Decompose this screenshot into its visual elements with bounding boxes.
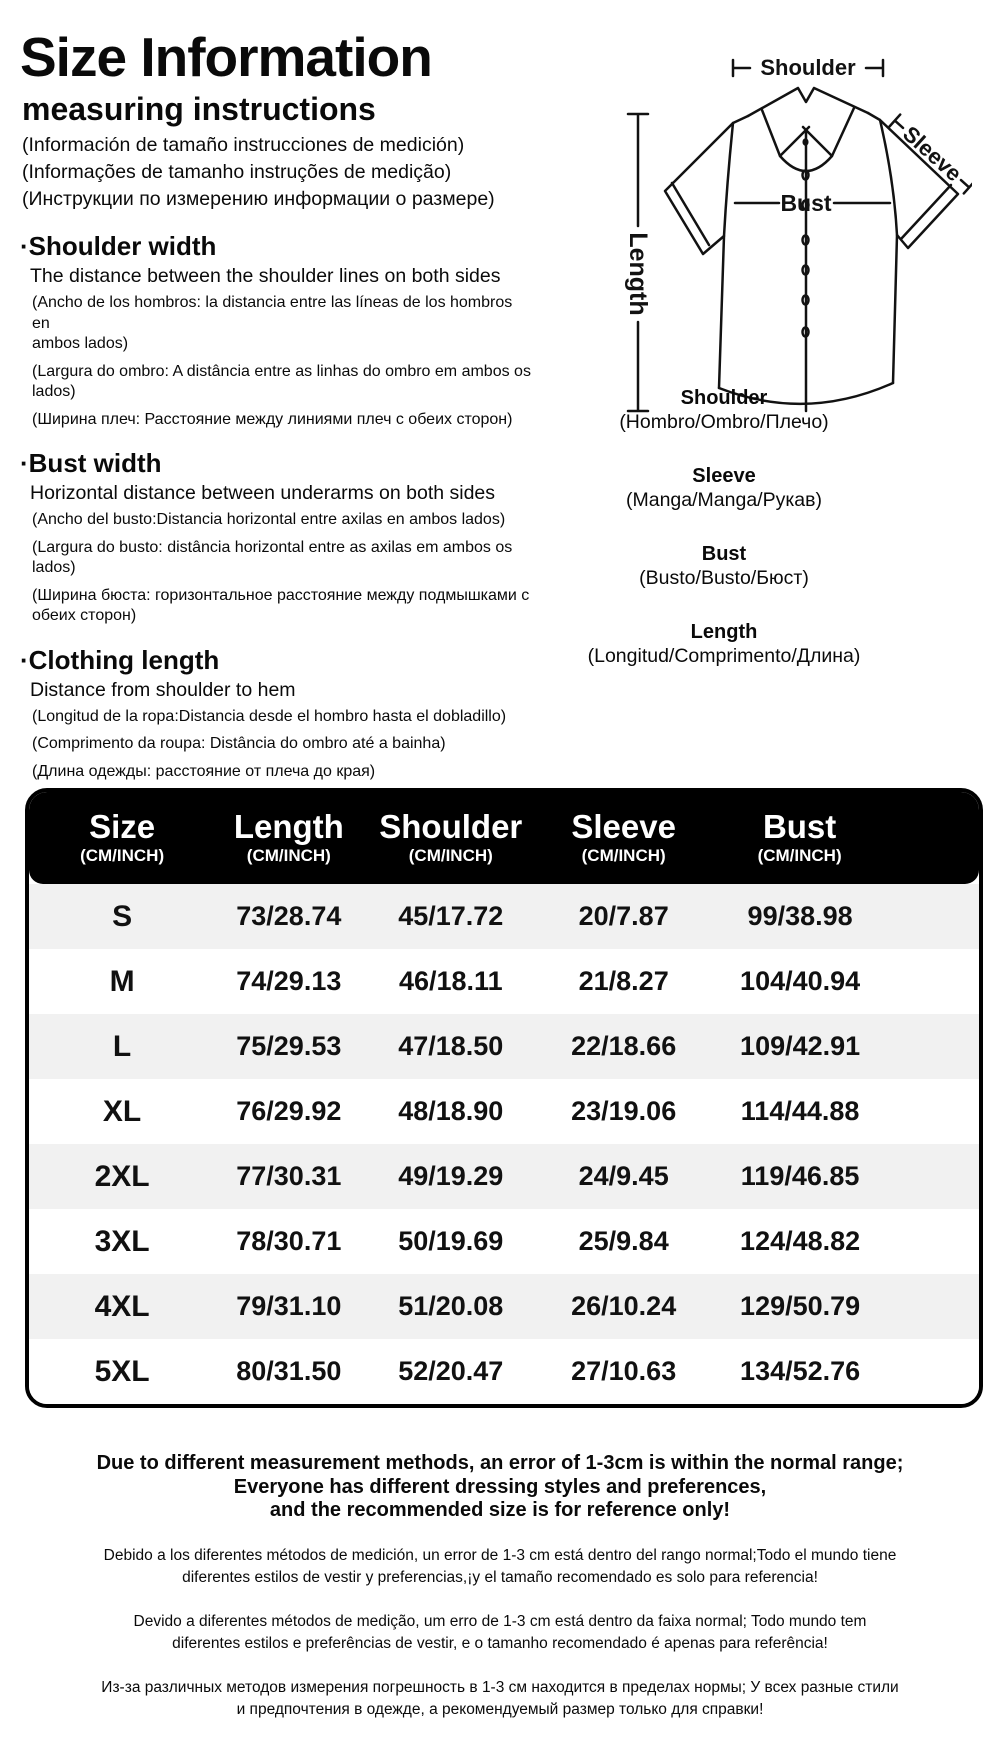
legend-translation: (Busto/Busto/Бюст) — [639, 567, 809, 589]
section-bust-width — [20, 447, 532, 627]
cell-sleeve: 20/7.87 — [578, 901, 669, 931]
translation-line: (Longitud de la ropa:Distancia desde el hombro hasta el dobladillo) — [32, 707, 507, 725]
legend-entry-bust — [545, 542, 903, 591]
cell-shoulder: 52/20.47 — [398, 1356, 504, 1386]
translation-line: (Ancho del busto:Distancia horizontal entre axilas en ambos lados) — [32, 511, 506, 528]
cell-bust: 134/52.76 — [740, 1356, 861, 1386]
bust-label: Bust — [780, 190, 832, 216]
cell-bust: 109/42.91 — [740, 1031, 861, 1061]
legend-entry-length — [545, 620, 903, 669]
translation-line: lados) — [32, 383, 76, 400]
cell-length: 74/29.13 — [236, 966, 342, 996]
cell-shoulder: 48/18.90 — [398, 1096, 504, 1126]
table-row — [29, 1079, 979, 1144]
cell-length: 75/29.53 — [236, 1031, 342, 1061]
disclaimer-line: Everyone has different dressing styles and preferences, — [233, 1475, 767, 1498]
disclaimer-translation-pt — [0, 1611, 1000, 1655]
translation-line: (Largura do busto: distância horizontal entre as axilas em ambos os — [32, 538, 513, 556]
translation-pt — [32, 362, 532, 403]
cell-size: XL — [102, 1094, 142, 1128]
table-header-row — [29, 792, 979, 884]
cell-shoulder: 49/19.29 — [398, 1161, 504, 1191]
subtitle-translation-pt: (Informações de tamanho instruções de medição) — [22, 161, 452, 183]
table-row — [29, 1274, 979, 1339]
column-header-bust: Bust (CM/INCH) — [708, 792, 979, 884]
section-heading: ·Bust width — [20, 448, 162, 478]
cell-length: 78/30.71 — [236, 1226, 342, 1256]
legend-name: Length — [690, 621, 758, 643]
sleeve-label: Sleeve — [898, 121, 967, 187]
cell-bust: 129/50.79 — [740, 1291, 861, 1321]
translation-ru — [32, 410, 532, 431]
cell-length: 73/28.74 — [236, 901, 342, 931]
legend-name: Sleeve — [692, 465, 756, 487]
cell-shoulder: 45/17.72 — [398, 901, 504, 931]
cell-shoulder: 50/19.69 — [398, 1226, 504, 1256]
disclaimer-translation-line: Debido a los diferentes métodos de medición, un error de 1-3 cm está dentro del rango normal;Todo el mundo tiene — [103, 1546, 897, 1564]
column-header-shoulder: Shoulder (CM/INCH) — [362, 792, 539, 884]
disclaimer-line: and the recommended size is for reference only! — [269, 1499, 731, 1521]
cell-bust: 104/40.94 — [740, 966, 861, 996]
section-clothing-length — [20, 644, 532, 783]
disclaimer-translation-line: diferentes estilos e preferências de vestir, e o tamanho recomendado é apenas para referência! — [172, 1634, 828, 1652]
section-description: Distance from shoulder to hem — [30, 678, 296, 701]
cell-shoulder: 46/18.11 — [398, 966, 503, 996]
disclaimer-line: Due to different measurement methods, an error of 1-3cm is within the normal range; — [96, 1452, 904, 1474]
disclaimer-translation-es — [0, 1545, 1000, 1589]
cell-sleeve: 24/9.45 — [578, 1161, 669, 1191]
table-row — [29, 1209, 979, 1274]
translation-es — [32, 293, 532, 355]
disclaimer-translation-line: Devido a diferentes métodos de medição, um erro de 1-3 cm está dentro da faixa normal; Todo mundo tem — [133, 1612, 867, 1630]
table-row — [29, 1339, 979, 1404]
table-row — [29, 949, 979, 1014]
legend-name: Shoulder — [680, 387, 768, 409]
legend-translation: (Longitud/Comprimento/Длина) — [587, 645, 861, 667]
table-row — [29, 884, 979, 949]
cell-size: 2XL — [94, 1159, 150, 1193]
shirt-measurement-diagram — [552, 30, 972, 420]
disclaimer-translation-ru — [0, 1677, 1000, 1721]
translation-line: (Ширина плеч: Расстояние между линиями плеч с обеих сторон) — [32, 410, 513, 428]
size-table-header — [29, 792, 979, 884]
legend-name: Bust — [701, 543, 747, 565]
translation-line: (Comprimento da roupa: Distância do ombro até a bainha) — [32, 735, 446, 752]
length-label: Length — [624, 232, 652, 316]
subtitle-translation-ru: (Инструкции по измерению информации о размере) — [22, 188, 495, 210]
cell-bust: 114/44.88 — [740, 1096, 860, 1126]
translation-es — [32, 707, 532, 728]
bust-measure-line — [735, 190, 890, 216]
shoulder-measure-bracket — [733, 55, 883, 80]
cell-sleeve: 26/10.24 — [571, 1291, 677, 1321]
legend-entry-shoulder — [545, 386, 903, 435]
page-subtitle: measuring instructions — [22, 91, 376, 127]
size-table-container — [25, 788, 983, 1408]
cell-size: M — [109, 964, 135, 998]
table-row — [29, 1144, 979, 1209]
cell-size: 3XL — [94, 1224, 150, 1258]
cell-sleeve: 22/18.66 — [571, 1031, 677, 1061]
column-header-length: Length (CM/INCH) — [215, 792, 362, 884]
legend-translation: (Hombro/Ombro/Плечо) — [619, 411, 829, 433]
length-measure-bracket — [624, 114, 652, 411]
cell-size: S — [112, 899, 133, 933]
translation-pt — [32, 538, 532, 579]
translation-line: (Ancho de los hombros: la distancia entre las líneas de los hombros en — [32, 294, 513, 332]
column-header-size: Size (CM/INCH) — [29, 792, 215, 884]
translation-ru — [32, 762, 532, 783]
disclaimer-translation-line: и предпочтения в одежде, а рекомендуемый размер только для справки! — [236, 1700, 764, 1718]
translation-pt — [32, 734, 532, 755]
cell-sleeve: 25/9.84 — [578, 1226, 669, 1256]
cell-size: 4XL — [94, 1289, 150, 1323]
translation-es — [32, 510, 532, 531]
cell-length: 79/31.10 — [236, 1291, 342, 1321]
shoulder-label: Shoulder — [760, 55, 856, 80]
translation-line: (Largura do ombro: A distância entre as linhas do ombro em ambos os — [32, 362, 531, 380]
page-title: Size Information — [20, 26, 432, 88]
translation-line: обеих сторон) — [32, 607, 137, 624]
shirt-diagram-svg — [552, 30, 972, 420]
size-table — [29, 792, 979, 1404]
cell-shoulder: 47/18.50 — [398, 1031, 504, 1061]
legend-entry-sleeve — [545, 464, 903, 513]
section-heading: ·Shoulder width — [20, 231, 217, 261]
cell-bust: 124/48.82 — [740, 1226, 861, 1256]
cell-sleeve: 27/10.63 — [571, 1356, 677, 1386]
disclaimer-translation-line: Из-за различных методов измерения погрешность в 1-3 см находится в пределах нормы; У всех разные стили — [101, 1678, 899, 1696]
cell-size: 5XL — [94, 1354, 150, 1388]
table-row — [29, 1014, 979, 1079]
section-heading: ·Clothing length — [20, 644, 220, 675]
disclaimer-translation-line: diferentes estilos de vestir y preferencias,¡y el tamaño recomendado es solo para referencia! — [182, 1568, 818, 1586]
cell-sleeve: 23/19.06 — [571, 1096, 677, 1126]
section-shoulder-width — [20, 230, 532, 430]
translation-line: lados) — [32, 559, 76, 576]
legend-translation: (Manga/Manga/Рукав) — [626, 489, 822, 511]
cell-length: 80/31.50 — [236, 1356, 342, 1386]
cell-size: L — [112, 1029, 132, 1063]
translation-line: ambos lados) — [32, 335, 129, 352]
translation-line: (Длина одежды: расстояние от плеча до края) — [32, 762, 376, 780]
translation-line: (Ширина бюста: горизонтальное расстояние между подмышками с — [32, 586, 530, 604]
cell-bust: 119/46.85 — [740, 1161, 860, 1191]
cell-length: 76/29.92 — [236, 1096, 342, 1126]
cell-shoulder: 51/20.08 — [398, 1291, 504, 1321]
instructions-column — [20, 26, 532, 789]
disclaimer — [0, 1452, 1000, 1721]
section-description: The distance between the shoulder lines on both sides — [30, 265, 501, 287]
cell-bust: 99/38.98 — [747, 901, 853, 931]
column-header-sleeve: Sleeve (CM/INCH) — [539, 792, 708, 884]
translation-ru — [32, 586, 532, 627]
sleeve-measure-bracket — [887, 111, 972, 196]
section-description: Horizontal distance between underarms on both sides — [30, 482, 496, 504]
cell-sleeve: 21/8.27 — [578, 966, 669, 996]
cell-length: 77/30.31 — [236, 1161, 342, 1191]
subtitle-translation-es: (Información de tamaño instrucciones de medición) — [22, 134, 465, 156]
measurement-legend — [545, 386, 903, 698]
